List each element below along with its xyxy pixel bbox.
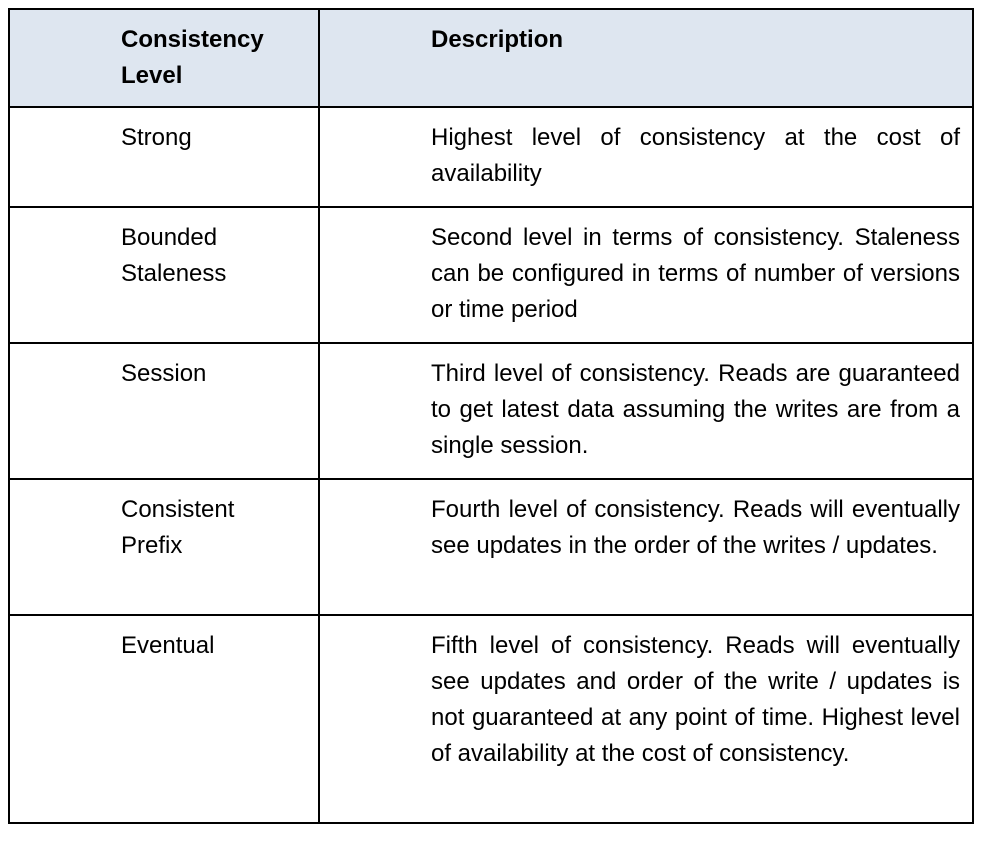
table-row: [9, 207, 973, 343]
level-cell-eventual: Eventual: [9, 615, 319, 823]
description-cell-strong: Highest level of consistency at the cost of availability: [319, 107, 973, 207]
header-row: [9, 9, 973, 107]
consistency-level-header: Consistency Level: [9, 9, 319, 107]
table-row: [9, 343, 973, 479]
description-header: Description: [319, 9, 973, 107]
table-body: [9, 107, 973, 823]
description-cell-consistent-prefix: Fourth level of consistency. Reads will eventually see updates in the order of the writes / updates.: [319, 479, 973, 615]
level-cell-strong: Strong: [9, 107, 319, 207]
description-cell-session: Third level of consistency. Reads are guaranteed to get latest data assuming the writes are from a single session.: [319, 343, 973, 479]
description-cell-bounded-staleness: Second level in terms of consistency. Staleness can be configured in terms of number of versions or time period: [319, 207, 973, 343]
level-cell-session: Session: [9, 343, 319, 479]
table-header: [9, 9, 973, 107]
description-cell-eventual: Fifth level of consistency. Reads will eventually see updates and order of the write / updates is not guaranteed at any point of time. Highest level of availability at the cost of consistency.: [319, 615, 973, 823]
table-row: [9, 479, 973, 615]
table-row: [9, 107, 973, 207]
level-cell-consistent-prefix: Consistent Prefix: [9, 479, 319, 615]
level-cell-bounded-staleness: Bounded Staleness: [9, 207, 319, 343]
table-row: [9, 615, 973, 823]
consistency-levels-table: [8, 8, 974, 824]
